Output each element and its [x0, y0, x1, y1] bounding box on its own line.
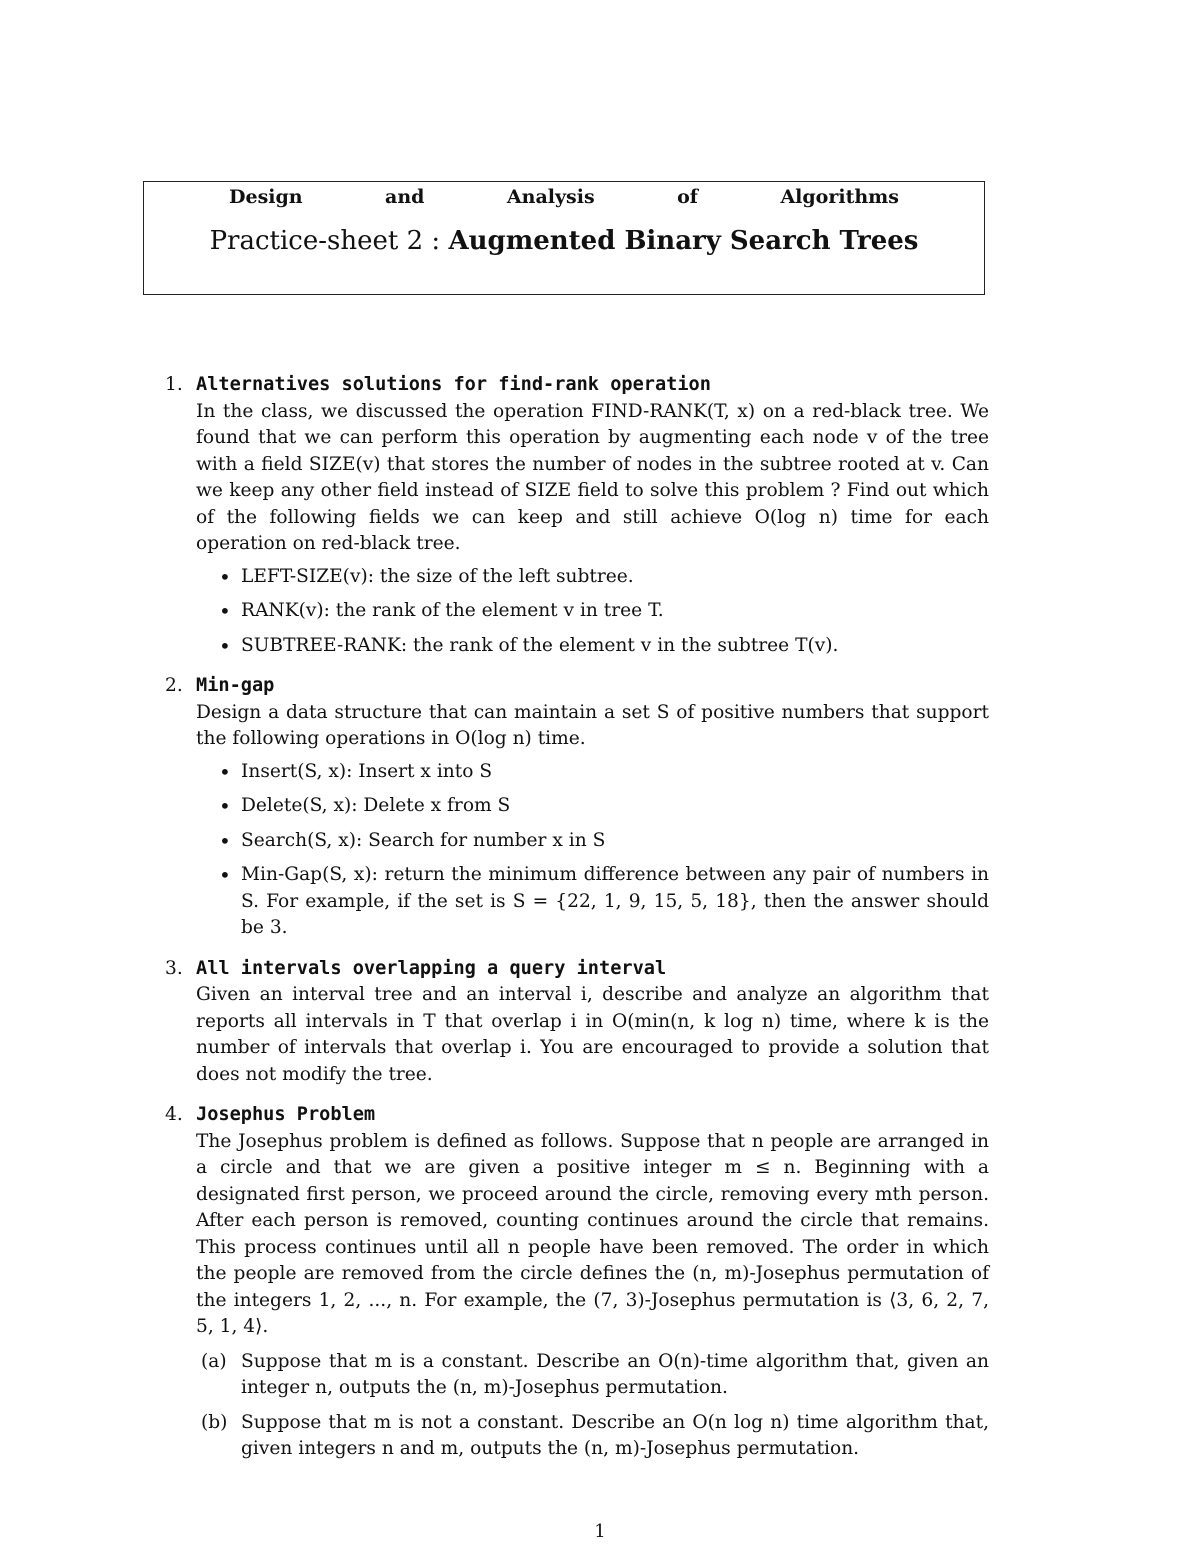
course-word: Analysis — [506, 186, 595, 208]
problem-number: 2. — [165, 675, 183, 696]
problem-1 — [165, 372, 989, 659]
subpart-b — [201, 1410, 989, 1463]
problem-number: 1. — [165, 374, 183, 395]
problem-text: The Josephus problem is defined as follows. Suppose that n people are arranged in a circle and that we are given a positive integer m ≤ n. Beginning with a designated first person, we proceed around the circle, removing every mth person. After each person is removed, counting continues around the circle that remains. This process continues until all n people have been removed. The order in which the people are removed from the circle defines the (n, m)-Josephus permutation of the integers 1, 2, ..., n. For example, the (7, 3)-Josephus permutation is ⟨3, 6, 2, 7, 5, 1, 4⟩. — [196, 1130, 989, 1337]
subpart-text: Suppose that m is not a constant. Describe an O(n log n) time algorithm that, given integers n and m, outputs the (n, m)-Josephus permutation. — [241, 1411, 989, 1459]
problem-text: Given an interval tree and an interval i, describe and analyze an algorithm that reports all intervals in T that overlap i in O(min(n, k log n) time, where k is the number of intervals that overlap i. You are encouraged to provide a solution that does not modify the tree. — [196, 984, 989, 1085]
subpart-text: Suppose that m is a constant. Describe an O(n)-time algorithm that, given an integer n, outputs the (n, m)-Josephus permutation. — [241, 1350, 989, 1398]
problem-number: 4. — [165, 1104, 183, 1125]
list-item: • Search(S, x): Search for number x in S — [241, 828, 989, 855]
subparts — [196, 1349, 989, 1463]
title-box — [143, 181, 985, 295]
problem-title: All intervals overlapping a query interval — [196, 957, 667, 979]
subpart-a — [201, 1349, 989, 1402]
course-word: Algorithms — [780, 186, 899, 208]
problem-title: Josephus Problem — [196, 1104, 376, 1125]
list-item: • RANK(v): the rank of the element v in tree T. — [241, 598, 989, 625]
problem-number: 3. — [165, 957, 183, 979]
sheet-title — [144, 226, 984, 256]
problem-3 — [165, 956, 989, 1089]
course-name — [229, 186, 899, 208]
problem-text: Design a data structure that can maintain a set S of positive numbers that support the following operations in O(log n) time. — [196, 701, 989, 749]
sheet-topic: Augmented Binary Search Trees — [448, 226, 919, 256]
list-item: • Min-Gap(S, x): return the minimum difference between any pair of numbers in S. For example, if the set is S = {22, 1, 9, 15, 5, 18}, then the answer should be 3. — [241, 862, 989, 942]
page-number: 1 — [594, 1521, 606, 1542]
operations-list — [196, 759, 989, 942]
list-item: • LEFT-SIZE(v): the size of the left subtree. — [241, 564, 989, 591]
problem-4 — [165, 1102, 989, 1463]
problem-list — [165, 372, 989, 1477]
course-word: Design — [229, 186, 303, 208]
list-item: • Insert(S, x): Insert x into S — [241, 759, 989, 786]
course-word: and — [385, 186, 425, 208]
problem-title: Min-gap — [196, 675, 275, 696]
sheet-prefix: Practice-sheet 2 : — [209, 226, 441, 256]
list-item: • SUBTREE-RANK: the rank of the element v in the subtree T(v). — [241, 633, 989, 660]
course-word: of — [677, 186, 698, 208]
list-item: • Delete(S, x): Delete x from S — [241, 793, 989, 820]
problem-text: In the class, we discussed the operation FIND-RANK(T, x) on a red-black tree. We found that we can perform this operation by augmenting each node v of the tree with a field SIZE(v) that stores the number of nodes in the subtree rooted at v. Can we keep any other field instead of SIZE field to solve this problem ? Find out which of the following fields we can keep and still achieve O(log n) time for each operation on red-black tree. — [196, 400, 989, 554]
problem-2 — [165, 673, 989, 942]
field-options — [196, 564, 989, 660]
subpart-label: (a) — [201, 1350, 227, 1372]
problem-title: Alternatives solutions for find-rank operation — [196, 374, 711, 395]
subpart-label: (b) — [201, 1411, 228, 1433]
